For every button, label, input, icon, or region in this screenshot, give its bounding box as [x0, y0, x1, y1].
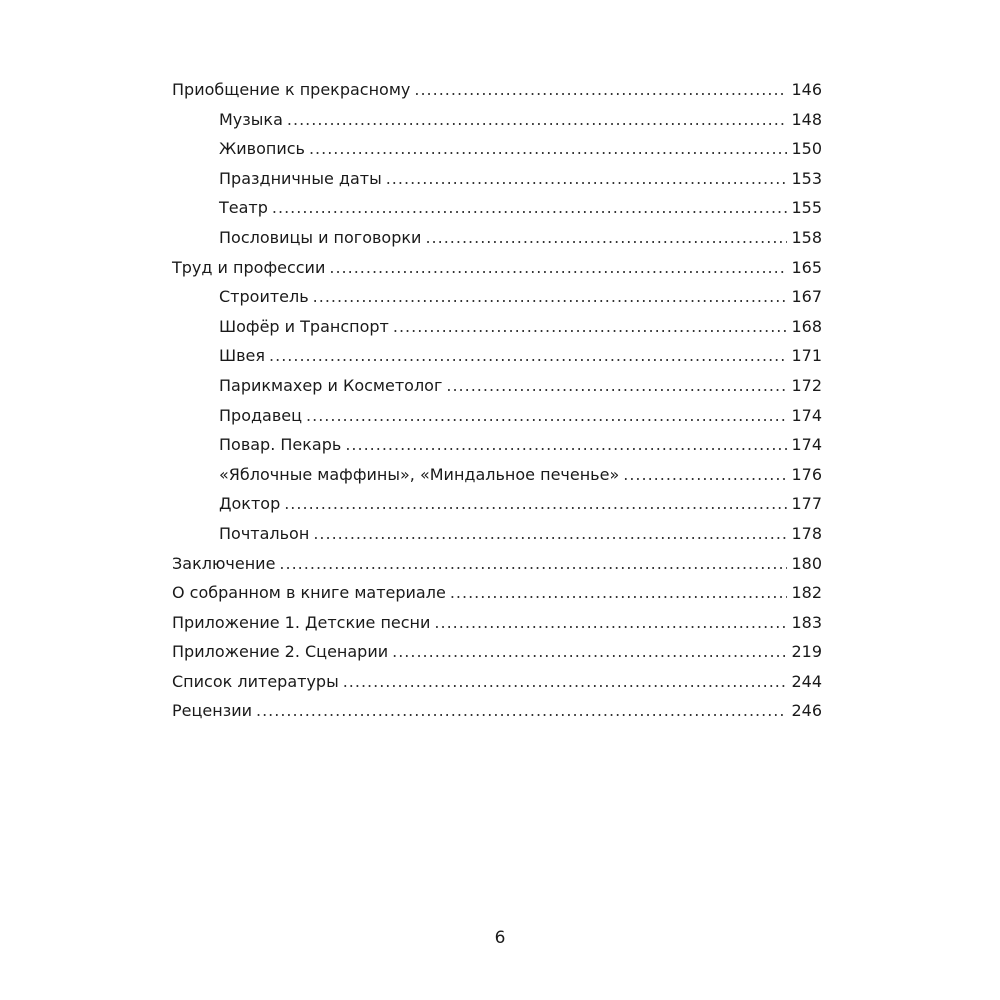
toc-entry-page: 176 — [791, 464, 822, 484]
toc-entry-title: Приложение 2. Сценарии — [172, 642, 389, 662]
toc-dot-leader — [414, 75, 787, 105]
toc-entry-title: Швея — [219, 346, 266, 366]
toc-dot-leader — [345, 430, 787, 460]
toc-entry-title: Живопись — [219, 139, 305, 159]
toc-entry-page: 146 — [791, 80, 822, 99]
toc-dot-leader — [309, 134, 788, 164]
toc-dot-leader — [313, 282, 788, 312]
toc-entry-title: «Яблочные маффины», «Миндальное печенье» — [219, 464, 620, 484]
toc-dot-leader — [287, 105, 788, 135]
toc-entry-title: Труд и профессии — [172, 257, 326, 277]
toc-entry-page: 177 — [791, 494, 822, 514]
toc-entry-title: Музыка — [219, 109, 283, 129]
toc-entry-title: Парикмахер и Косметолог — [219, 375, 443, 395]
toc-entry-page: 165 — [791, 257, 822, 277]
toc-entry-title: Приложение 1. Детские песни — [172, 612, 431, 632]
toc-dot-leader — [446, 371, 787, 401]
toc-entry — [172, 341, 822, 371]
toc-entry — [172, 608, 822, 638]
toc-entry — [172, 164, 822, 194]
toc-dot-leader — [272, 193, 788, 223]
toc-entry-page: 174 — [791, 405, 822, 425]
toc-entry — [172, 430, 822, 460]
toc-entry-page: 158 — [791, 227, 822, 247]
toc-entry-title: Повар. Пекарь — [219, 435, 342, 455]
toc-entry-page: 246 — [791, 701, 822, 721]
toc-entry — [172, 401, 822, 431]
toc-dot-leader — [306, 401, 787, 431]
toc-dot-leader — [269, 341, 787, 371]
toc-entry — [172, 549, 822, 579]
toc-entry-title: Пословицы и поговорки — [219, 227, 422, 247]
toc-entry-page: 174 — [791, 435, 822, 455]
table-of-contents — [172, 75, 822, 726]
toc-entry-page: 155 — [791, 198, 822, 218]
toc-entry-page: 148 — [791, 109, 822, 129]
toc-entry — [172, 75, 822, 105]
toc-entry — [172, 371, 822, 401]
toc-entry — [172, 696, 822, 726]
toc-entry-page: 180 — [791, 553, 822, 573]
toc-dot-leader — [284, 489, 787, 519]
toc-entry-title: Почтальон — [219, 523, 310, 543]
toc-entry-title: Заключение — [172, 553, 276, 573]
toc-entry — [172, 223, 822, 253]
toc-entry-title: Приобщение к прекрасному — [172, 80, 411, 99]
toc-dot-leader — [425, 223, 787, 253]
toc-entry — [172, 489, 822, 519]
toc-dot-leader — [392, 637, 787, 667]
toc-dot-leader — [386, 164, 788, 194]
page-number: 6 — [494, 928, 506, 948]
toc-entry — [172, 312, 822, 342]
toc-entry-title: Рецензии — [172, 701, 252, 721]
toc-entry-title: Шофёр и Транспорт — [219, 316, 389, 336]
toc-entry — [172, 637, 822, 667]
toc-entry-page: 219 — [791, 642, 822, 662]
toc-entry — [172, 105, 822, 135]
toc-entry-page: 167 — [791, 287, 822, 307]
toc-dot-leader — [329, 253, 787, 283]
toc-entry — [172, 460, 822, 490]
toc-entry-page: 168 — [791, 316, 822, 336]
toc-entry-title: Доктор — [219, 494, 281, 514]
toc-entry-page: 172 — [791, 375, 822, 395]
toc-dot-leader — [343, 667, 788, 697]
toc-dot-leader — [279, 549, 787, 579]
toc-entry-title: Праздничные даты — [219, 168, 382, 188]
toc-dot-leader — [313, 519, 787, 549]
toc-entry — [172, 134, 822, 164]
toc-entry-page: 153 — [791, 168, 822, 188]
toc-entry-page: 150 — [791, 139, 822, 159]
toc-entry-page: 183 — [791, 612, 822, 632]
toc-entry-title: Строитель — [219, 287, 309, 307]
toc-entry-title: Театр — [219, 198, 268, 218]
toc-entry-page: 244 — [791, 671, 822, 691]
toc-entry-page: 171 — [791, 346, 822, 366]
toc-entry — [172, 282, 822, 312]
toc-entry — [172, 253, 822, 283]
toc-entry-title: Продавец — [219, 405, 303, 425]
toc-dot-leader — [393, 312, 788, 342]
toc-dot-leader — [256, 696, 787, 726]
toc-entry — [172, 519, 822, 549]
toc-dot-leader — [623, 460, 787, 490]
toc-dot-leader — [434, 608, 787, 638]
toc-entry-title: О собранном в книге материале — [172, 583, 446, 603]
toc-entry — [172, 578, 822, 608]
toc-entry-page: 182 — [791, 583, 822, 603]
toc-dot-leader — [450, 578, 788, 608]
toc-entry — [172, 193, 822, 223]
toc-entry-page: 178 — [791, 523, 822, 543]
toc-entry — [172, 667, 822, 697]
toc-entry-title: Список литературы — [172, 671, 339, 691]
